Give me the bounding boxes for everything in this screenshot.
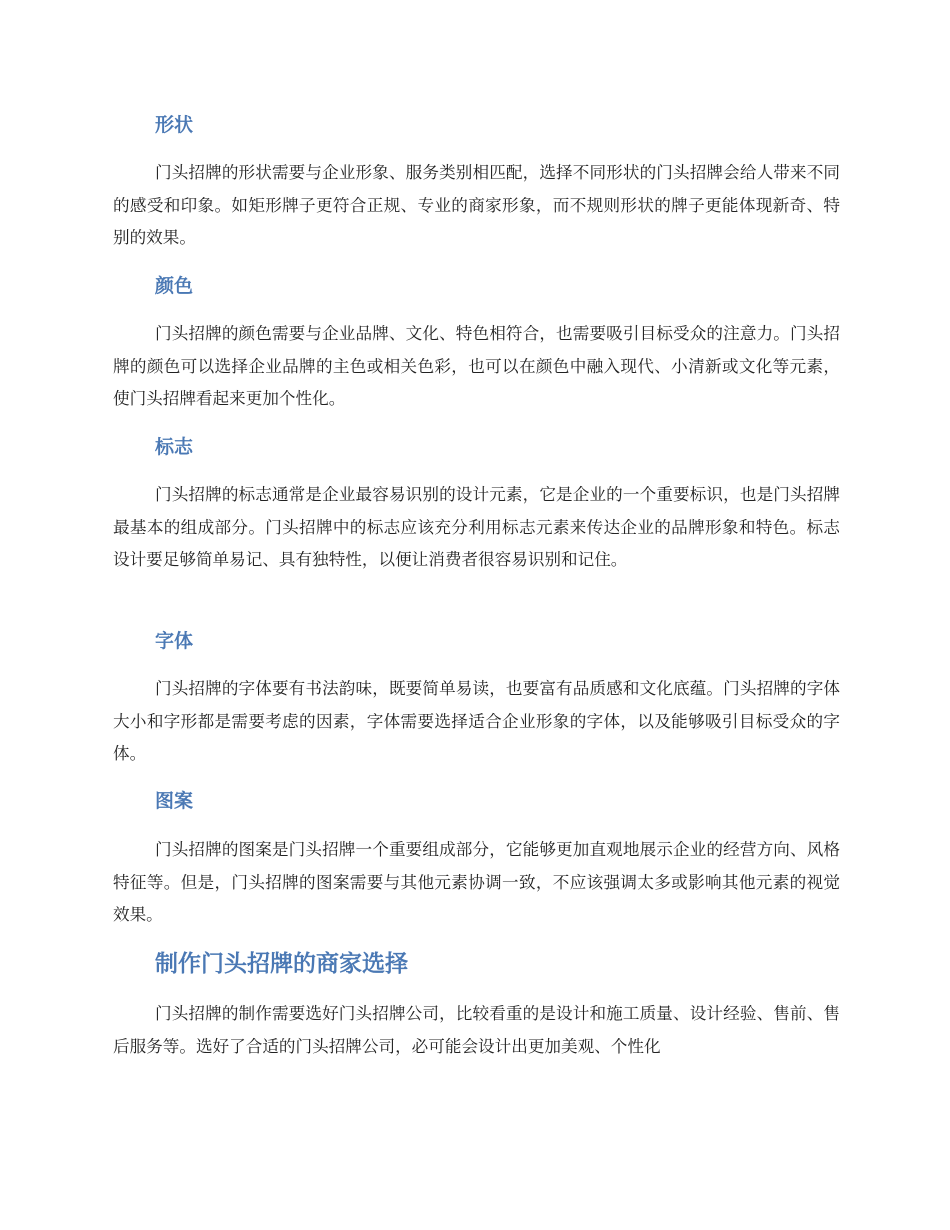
section-heading-pattern: 图案: [155, 790, 194, 812]
main-section-heading: 制作门头招牌的商家选择: [155, 951, 408, 977]
section-heading-logo: 标志: [155, 436, 194, 458]
section-body-font: 门头招牌的字体要有书法韵味，既要简单易读，也要富有品质感和文化底蕴。门头招牌的字体大小和字形都是需要考虑的因素，字体需要选择适合企业形象的字体，以及能够吸引目标受众的字体。: [113, 679, 840, 763]
section-body-pattern: 门头招牌的图案是门头招牌一个重要组成部分，它能够更加直观地展示企业的经营方向、风格特征等。但是，门头招牌的图案需要与其他元素协调一致，不应该强调太多或影响其他元素的视觉效果。: [113, 840, 840, 924]
section-body-shape: 门头招牌的形状需要与企业形象、服务类别相匹配，选择不同形状的门头招牌会给人带来不同的感受和印象。如矩形牌子更符合正规、专业的商家形象，而不规则形状的牌子更能体现新奇、特别的效果。: [113, 163, 840, 247]
section-body-logo: 门头招牌的标志通常是企业最容易识别的设计元素，它是企业的一个重要标识，也是门头招牌最基本的组成部分。门头招牌中的标志应该充分利用标志元素来传达企业的品牌形象和特色。标志设计要足够简单易记、具有独特性，以便让消费者很容易识别和记住。: [113, 485, 840, 569]
section-heading-font: 字体: [155, 630, 194, 652]
main-section-body: 门头招牌的制作需要选好门头招牌公司，比较看重的是设计和施工质量、设计经验、售前、售后服务等。选好了合适的门头招牌公司，必可能会设计出更加美观、个性化: [113, 1004, 840, 1056]
section-body-color: 门头招牌的颜色需要与企业品牌、文化、特色相符合，也需要吸引目标受众的注意力。门头招牌的颜色可以选择企业品牌的主色或相关色彩，也可以在颜色中融入现代、小清新或文化等元素，使门头招牌看起来更加个性化。: [113, 324, 840, 408]
section-heading-color: 颜色: [155, 275, 194, 297]
section-heading-shape: 形状: [155, 114, 194, 136]
